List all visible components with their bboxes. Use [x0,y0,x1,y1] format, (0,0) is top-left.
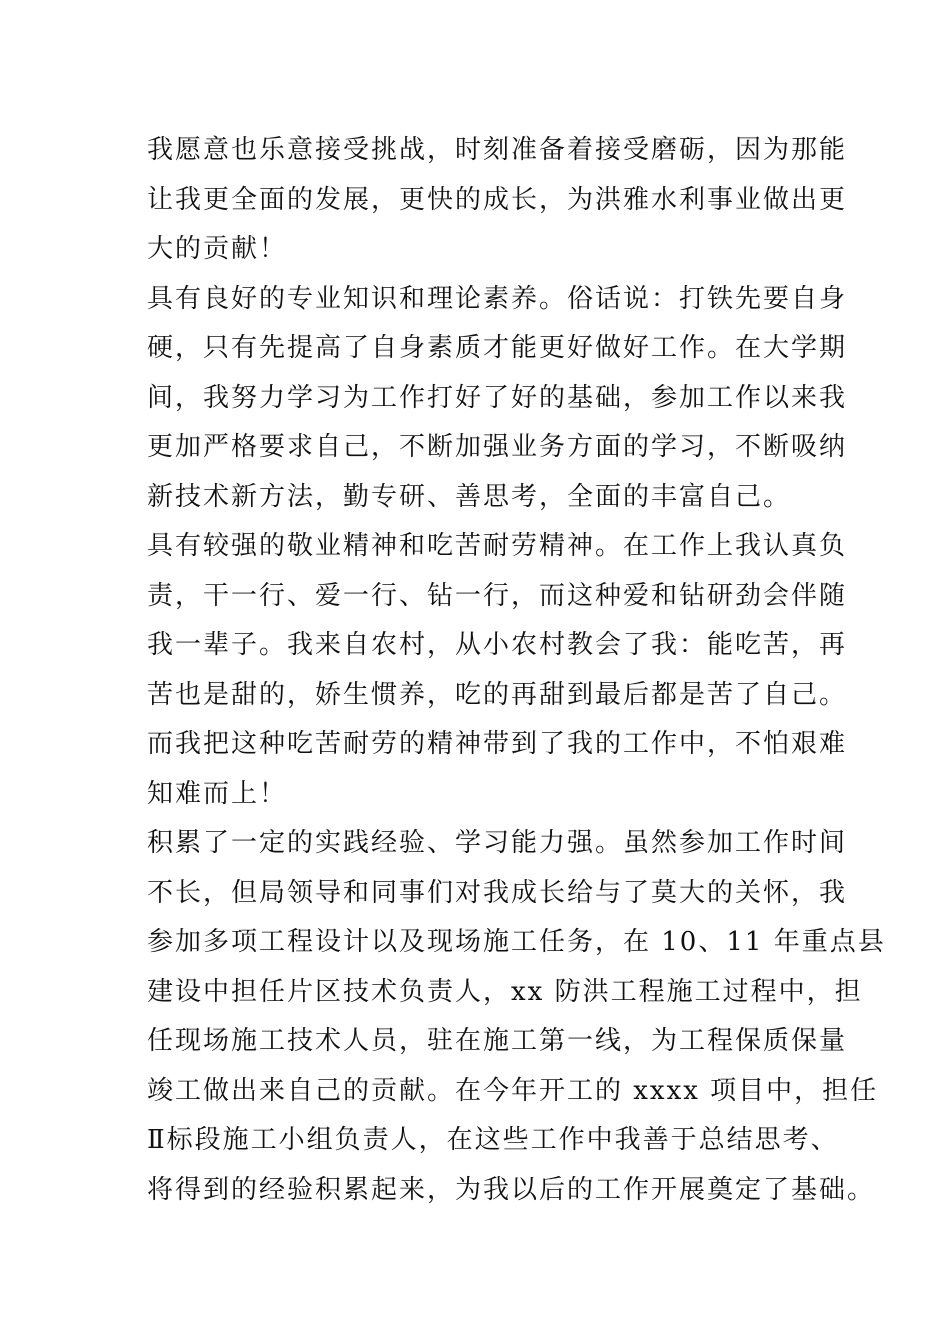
text-line: 不长，但局领导和同事们对我成长给与了莫大的关怀，我 [147,877,848,908]
text-line: 大的贡献！ [147,234,288,264]
text-line: 新技术新方法，勤专研、善思考，全面的丰富自己。 [147,481,792,512]
text-line: 具有较强的敬业精神和吃苦耐劳精神。在工作上我认真负 [147,531,848,561]
text-line: 硬，只有先提高了自身素质才能更好做好工作。在大学期 [147,333,848,363]
text-line: 让我更全面的发展，更快的成长，为洪雅水利事业做出更 [147,184,848,215]
text-line: 竣工做出来自己的贡献。在今年开工的 xxxx 项目中，担任 [147,1075,879,1106]
text-line: 我一辈子。我来自农村，从小农村教会了我：能吃苦，再 [147,630,848,660]
text-line: 具有良好的专业知识和理论素养。俗话说：打铁先要自身 [147,283,848,314]
text-line: 知难而上！ [147,778,288,809]
text-line: 任现场施工技术人员，驻在施工第一线，为工程保质保量 [147,1026,848,1056]
text-line: 将得到的经验积累起来，为我以后的工作开展奠定了基础。 [147,1174,876,1205]
text-line: 责，干一行、爱一行、钻一行，而这种爱和钻研劲会伴随 [147,580,848,611]
text-line: 间，我努力学习为工作打好了好的基础，参加工作以来我 [147,382,848,413]
text-line: 更加严格要求自己，不断加强业务方面的学习，不断吸纳 [147,432,848,462]
text-line: 苦也是甜的，娇生惯养，吃的再甜到最后都是苦了自己。 [147,679,848,710]
text-line: 建设中担任片区技术负责人，xx 防洪工程施工过程中，担 [147,976,863,1007]
body-text [147,126,886,1215]
text-line: Ⅱ标段施工小组负责人，在这些工作中我善于总结思考、 [147,1125,839,1155]
text-line: 参加多项工程设计以及现场施工任务，在 10、11 年重点县 [147,927,886,957]
text-line: 我愿意也乐意接受挑战，时刻准备着接受磨砺，因为那能 [147,135,848,165]
text-line: 积累了一定的实践经验、学习能力强。虽然参加工作时间 [147,828,848,858]
text-line: 而我把这种吃苦耐劳的精神带到了我的工作中，不怕艰难 [147,729,848,759]
